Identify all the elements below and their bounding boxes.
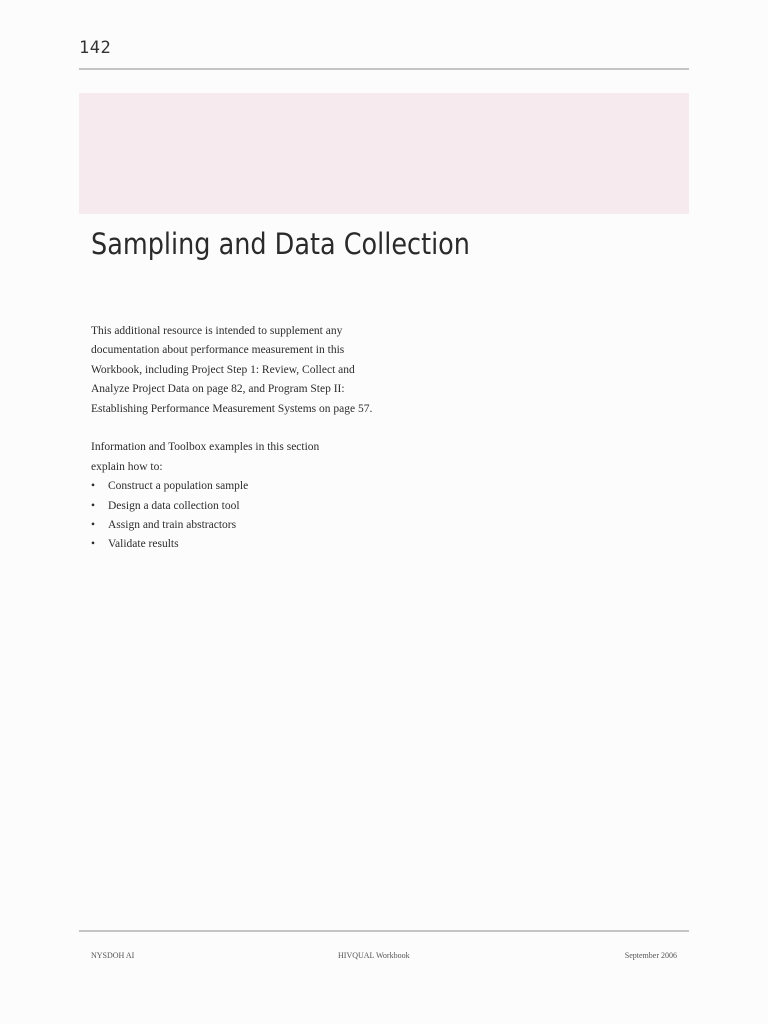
intro-line: Workbook, including Project Step 1: Review, Collect and [91,363,355,376]
section-banner [79,93,689,214]
list-item [91,477,391,496]
body-text [91,322,391,555]
bullet-marker: • [91,480,96,493]
list-intro [91,438,391,477]
list-intro-line: explain how to: [91,460,163,473]
bullet-marker: • [91,499,96,512]
section-title: Sampling and Data Collection [91,227,470,261]
list-item [91,497,391,516]
list-item [91,516,391,535]
list-item-text: Construct a population sample [108,480,249,493]
bullet-list [91,477,391,555]
page-number: 142 [79,38,112,58]
footer-date: September 2006 [624,951,677,960]
intro-line: Analyze Project Data on page 82, and Program Step II: [91,383,345,396]
intro-paragraph [91,322,391,419]
bullet-marker: • [91,519,96,532]
intro-line: This additional resource is intended to supplement any [91,325,343,337]
header-divider [79,68,689,70]
list-intro-line: Information and Toolbox examples in this section [91,441,320,454]
footer-divider [79,930,689,932]
list-item-text: Validate results [108,538,179,551]
list-item [91,535,391,554]
bullet-marker: • [91,538,96,551]
intro-line: Establishing Performance Measurement Systems on page 57. [91,402,373,415]
list-item-text: Assign and train abstractors [108,519,237,532]
footer-organization: NYSDOH AI [91,951,135,960]
intro-line: documentation about performance measurement in this [91,344,345,357]
list-item-text: Design a data collection tool [108,499,240,512]
footer-publication: HIVQUAL Workbook [338,951,410,960]
